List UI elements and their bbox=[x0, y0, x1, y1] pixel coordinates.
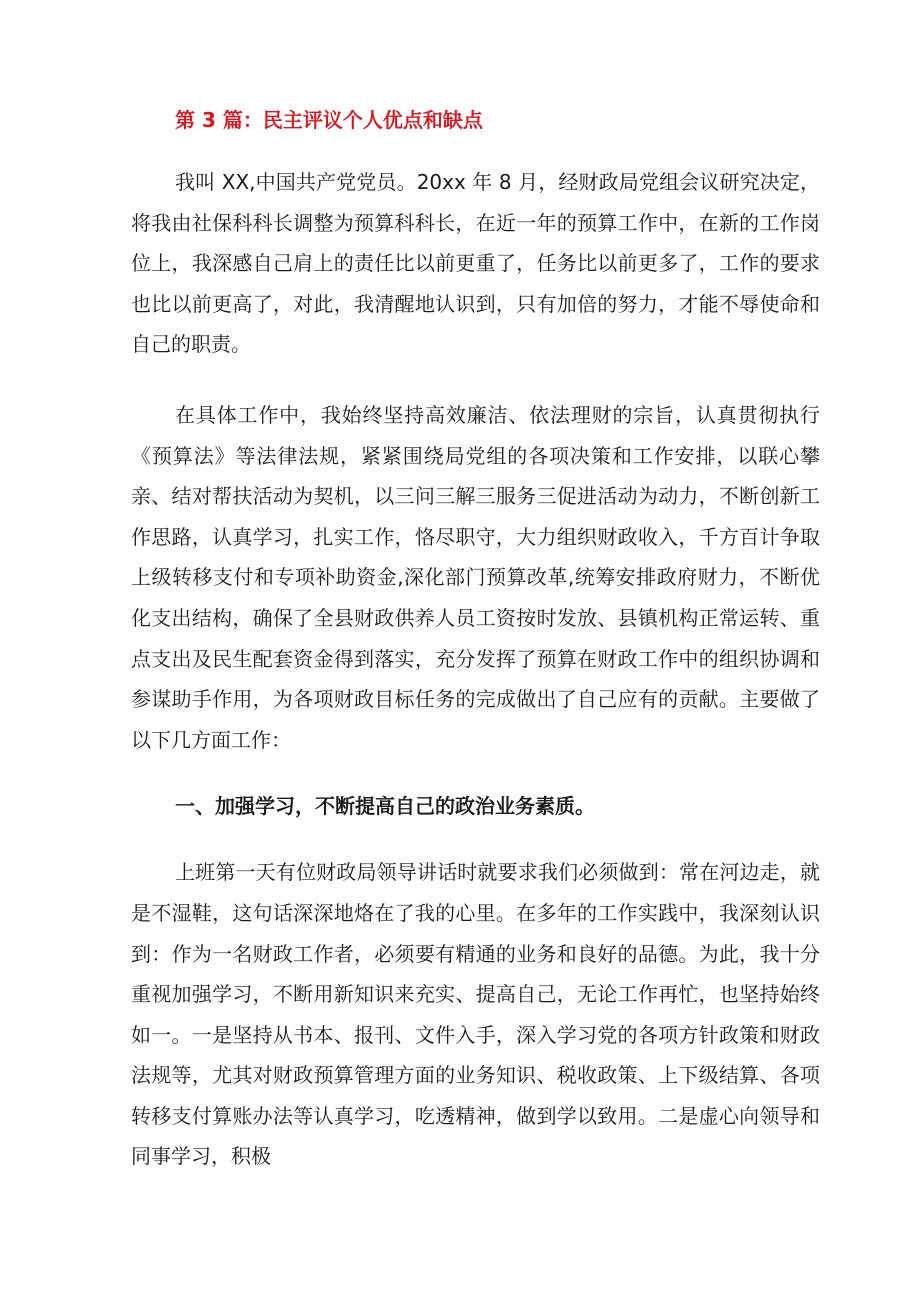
intro-paragraph: 我叫 XX,中国共产党党员。20xx 年 8 月，经财政局党组会议研究决定，将我由社保科科长调整为预算科科长，在近一年的预算工作中，在新的工作岗位上，我深感自己肩上的责任比以前更重了，任务比以前更多了，工作的要求也比以前更高了，对此，我清醒地认识到，只有加倍的努力，才能不辱使命和自己的职责。 bbox=[131, 170, 820, 357]
section-paragraph: 上班第一天有位财政局领导讲话时就要求我们必须做到：常在河边走，就是不湿鞋，这句话深深地烙在了我的心里。在多年的工作实践中，我深刻认识到：作为一名财政工作者，必须要有精通的业务和良好的品德。为此，我十分重视加强学习，不断用新知识来充实、提高自己，无论工作再忙，也坚持始终如一。一是坚持从书本、报刊、文件入手，深入学习党的各项方针政策和财政法规等，尤其对财政预算管理方面的业务知识、税收政策、上下级结算、各项转移支付算账办法等认真学习，吃透精神，做到学以致用。二是虚心向领导和同事学习，积极 bbox=[131, 860, 820, 1169]
work-summary-paragraph: 在具体工作中，我始终坚持高效廉洁、依法理财的宗旨，认真贯彻执行《预算法》等法律法规，紧紧围绕局党组的各项决策和工作安排，以联心攀亲、结对帮扶活动为契机，以三问三解三服务三促进活动为动力，不断创新工作思路，认真学习，扎实工作，恪尽职守，大力组织财政收入，千方百计争取上级转移支付和专项补助资金,深化部门预算改革,统筹安排政府财力，不断优化支出结构，确保了全县财政供养人员工资按时发放、县镇机构正常运转、重点支出及民生配套资金得到落实，充分发挥了预算在财政工作中的组织协调和参谋助手作用，为各项财政目标任务的完成做出了自己应有的贡献。主要做了以下几方面工作： bbox=[131, 402, 820, 752]
document-title: 第 3 篇：民主评议个人优点和缺点 bbox=[175, 108, 483, 132]
section-heading: 一、加强学习，不断提高自己的政治业务素质。 bbox=[175, 794, 595, 819]
